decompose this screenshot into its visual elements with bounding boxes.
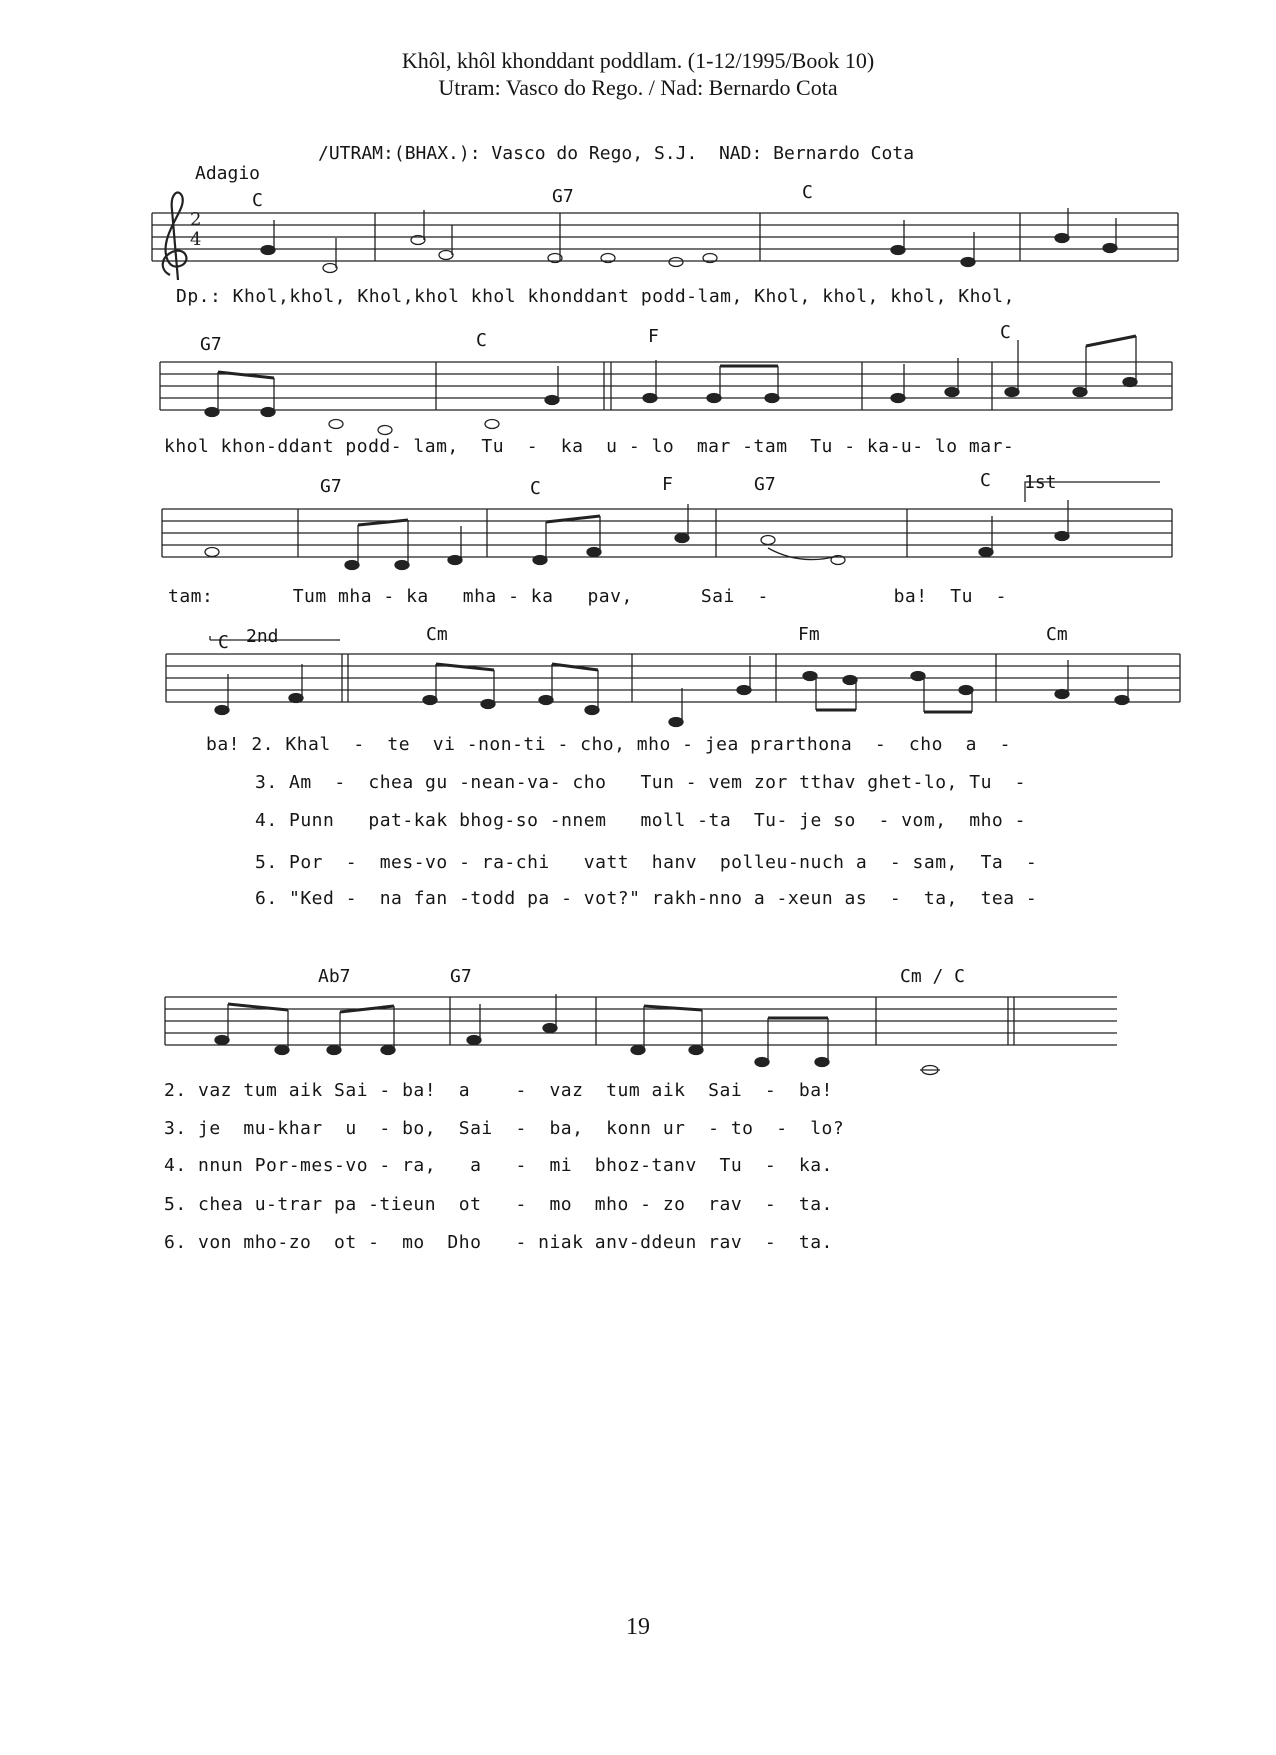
verse-line: 4. nnun Por-mes-vo - ra, a - mi bhoz-tanv Tu - ka.: [164, 1155, 833, 1176]
verse-line: 6. von mho-zo ot - mo Dho - niak anv-ddeun rav - ta.: [164, 1232, 833, 1253]
lyric-line: khol khon-ddant podd- lam, Tu - ka u - lo mar -tam Tu - ka-u- lo mar-: [164, 436, 1015, 457]
chord: G7: [754, 474, 776, 495]
chord: C: [1000, 322, 1011, 343]
staff-row-5: [165, 997, 1117, 1045]
notes-row-5: [215, 994, 940, 1075]
volta-first-label: 1st: [1024, 472, 1057, 493]
chord: F: [648, 326, 659, 347]
chord: C: [802, 182, 813, 203]
page-title: Khôl, khôl khonddant poddlam. (1-12/1995/Book 10): [401, 48, 875, 73]
chord: C: [218, 632, 229, 653]
chord: Cm: [426, 624, 448, 645]
chord: G7: [450, 966, 472, 987]
verse-line: 3. Am - chea gu -nean-va- cho Tun - vem zor tthav ghet-lo, Tu -: [255, 772, 1026, 793]
page-credits: Utram: Vasco do Rego. / Nad: Bernardo Cota: [438, 75, 838, 100]
chord: Ab7: [318, 966, 351, 987]
verse-line: 6. "Ked - na fan -todd pa - vot?" rakh-nno a -xeun as - ta, tea -: [255, 888, 1038, 909]
chord: G7: [320, 476, 342, 497]
score-byline: /UTRAM:(BHAX.): Vasco do Rego, S.J. NAD: Bernardo Cota: [318, 143, 915, 164]
chord: G7: [200, 334, 222, 355]
chord: C: [530, 478, 541, 499]
staff-row-3: [162, 509, 1172, 557]
staff-row-4: [166, 654, 1180, 702]
chord: F: [662, 474, 673, 495]
lyric-line: tam: Tum mha - ka mha - ka pav, Sai - ba! Tu -: [168, 586, 1007, 607]
lyric-line: Dp.: Khol,khol, Khol,khol khol khonddant podd-lam, Khol, khol, khol, Khol,: [176, 286, 1015, 307]
verse-line: 5. chea u-trar pa -tieun ot - mo mho - zo rav - ta.: [164, 1194, 833, 1215]
chord: Cm / C: [900, 966, 966, 987]
chord: Fm: [798, 624, 820, 645]
lyric-line: ba! 2. Khal - te vi -non-ti - cho, mho - jea prarthona - cho a -: [206, 734, 1011, 755]
staff-row-2: [160, 362, 1172, 410]
svg-text:2: 2: [190, 209, 202, 230]
notes-row-3: [205, 500, 1069, 570]
chord: C: [476, 330, 487, 351]
chord: G7: [552, 186, 574, 207]
notes-row-1: [261, 208, 1117, 273]
volta-second-label: 2nd: [246, 626, 279, 647]
page-number: 19: [626, 1614, 650, 1640]
staff-row-1: [152, 213, 1178, 261]
chord: C: [980, 470, 991, 491]
treble-clef-icon: [163, 192, 187, 280]
verse-line: 3. je mu-khar u - bo, Sai - ba, konn ur - to - lo?: [164, 1118, 845, 1139]
verse-line: 5. Por - mes-vo - ra-chi vatt hanv polleu-nuch a - sam, Ta -: [255, 852, 1038, 873]
verse-line: 2. vaz tum aik Sai - ba! a - vaz tum aik Sai - ba!: [164, 1080, 833, 1101]
notes-row-2: [205, 336, 1137, 435]
chord: Cm: [1046, 624, 1068, 645]
verse-line: 4. Punn pat-kak bhog-so -nnem moll -ta Tu- je so - vom, mho -: [255, 810, 1026, 831]
tempo-marking: Adagio: [195, 163, 261, 184]
svg-text:4: 4: [190, 229, 202, 250]
chord: C: [252, 190, 263, 211]
